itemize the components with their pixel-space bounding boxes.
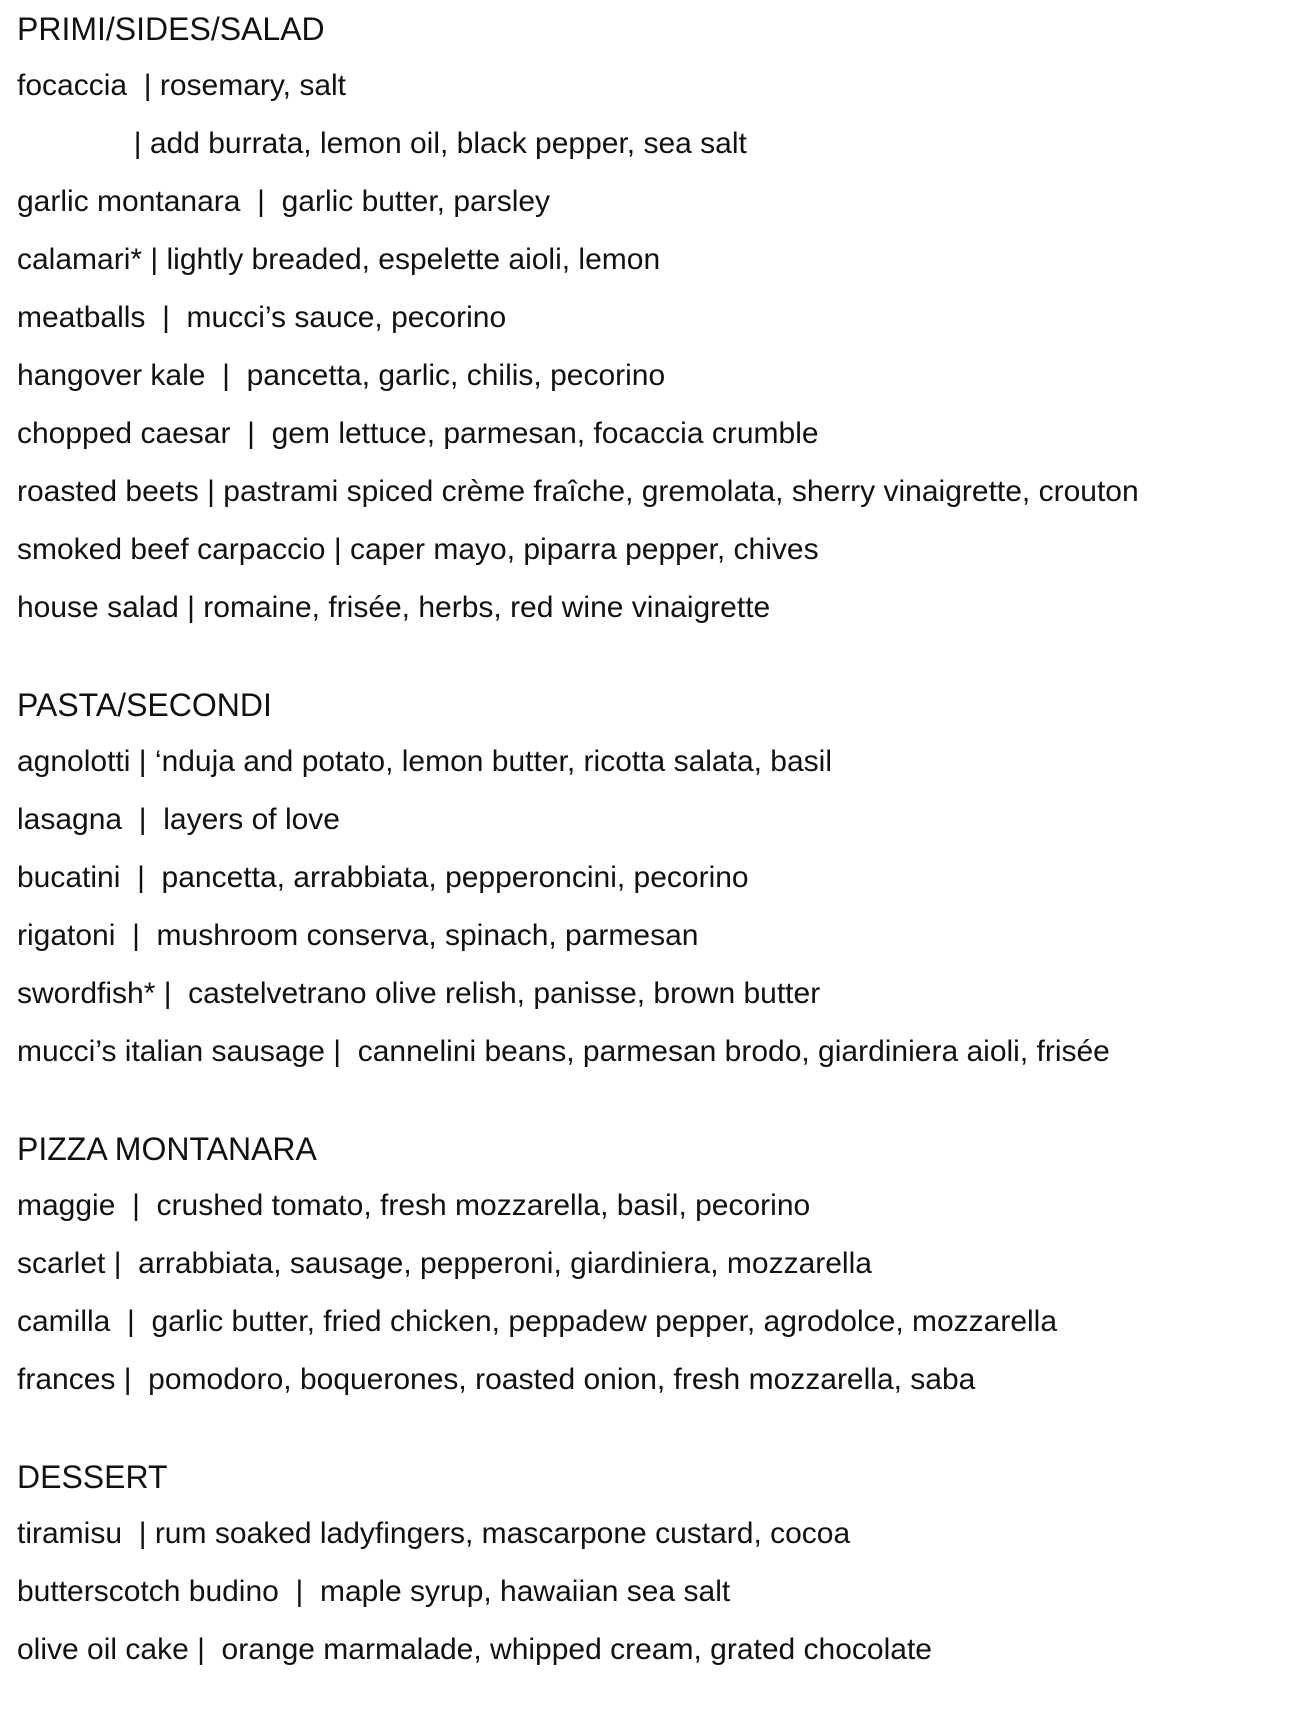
item-name: tiramisu [17,1517,139,1550]
item-separator: | [132,919,140,952]
item-name: olive oil cake [17,1633,198,1666]
item-name: agnolotti [17,745,139,778]
section-title: PASTA/SECONDI [17,687,272,723]
item-separator: | [222,359,230,392]
item-separator: | [187,591,195,624]
item-description: layers of love [146,803,340,836]
menu-item-house-salad [17,589,1287,627]
menu-item-tiramisu [17,1515,1287,1553]
item-separator: | [333,1035,342,1068]
item-name: frances [17,1363,124,1396]
menu-item-butterscotch-budino [17,1573,1287,1611]
item-description: rum soaked ladyfingers, mascarpone custard, cocoa [146,1517,851,1550]
item-name: focaccia [17,69,144,102]
item-description: rosemary, salt [151,69,347,102]
item-description: pancetta, garlic, chilis, pecorino [229,359,666,392]
item-separator: | [333,533,342,566]
item-separator: | [247,417,255,450]
item-separator: | [138,745,147,778]
item-separator: | [133,127,142,160]
item-separator: | [257,185,265,218]
item-description: cannelini beans, parmesan brodo, giardiniera aioli, frisée [341,1035,1110,1068]
item-separator: | [132,1189,140,1222]
menu-item-focaccia-addon [17,125,1287,163]
menu-item-swordfish [17,975,1287,1013]
menu-item-lasagna [17,801,1287,839]
item-separator: | [150,243,159,276]
menu-item-chopped-caesar [17,415,1287,453]
item-separator: | [137,861,145,894]
item-name: lasagna [17,803,139,836]
menu-item-smoked-beef-carpaccio [17,531,1287,569]
item-description: lightly breaded, espelette aioli, lemon [158,243,661,276]
section-title: PIZZA MONTANARA [17,1131,317,1167]
menu-item-frances [17,1361,1287,1399]
item-description: mushroom conserva, spinach, parmesan [139,919,699,952]
item-description: pancetta, arrabbiata, pepperoncini, pecorino [144,861,749,894]
item-separator: | [163,977,172,1010]
item-description: arrabbiata, sausage, pepperoni, giardiniera, mozzarella [121,1247,872,1280]
item-description: garlic butter, parsley [264,185,551,218]
item-description: garlic butter, fried chicken, peppadew pepper, agrodolce, mozzarella [134,1305,1058,1338]
item-description: orange marmalade, whipped cream, grated chocolate [204,1633,932,1666]
menu-document [17,9,1287,1669]
menu-item-olive-oil-cake [17,1631,1287,1669]
item-name: garlic montanara [17,185,258,218]
item-description: mucci’s sauce, pecorino [169,301,507,334]
menu-item-bucatini [17,859,1287,897]
item-name: chopped caesar [17,417,248,450]
item-name: meatballs [17,301,163,334]
item-name: maggie [17,1189,133,1222]
item-description: add burrata, lemon oil, black pepper, sea salt [141,127,747,160]
item-separator: | [113,1247,122,1280]
item-description: maple syrup, hawaiian sea salt [303,1575,731,1608]
item-separator: | [162,301,170,334]
menu-section-pasta-secondi [17,685,1287,1071]
item-name: scarlet [17,1247,114,1280]
item-separator: | [123,1363,132,1396]
item-separator: | [207,475,215,508]
item-separator: | [138,803,147,836]
menu-item-maggie [17,1187,1287,1225]
item-description: castelvetrano olive relish, panisse, brown butter [171,977,821,1010]
item-separator: | [295,1575,304,1608]
item-name: camilla [17,1305,128,1338]
menu-item-muccis-italian-sausage [17,1033,1287,1071]
item-name: calamari* [17,243,151,276]
menu-item-meatballs [17,299,1287,337]
item-description: crushed tomato, fresh mozzarella, basil, pecorino [139,1189,811,1222]
menu-item-focaccia [17,67,1287,105]
menu-section-pizza-montanara [17,1129,1287,1399]
item-name: mucci’s italian sausage [17,1035,334,1068]
item-separator: | [127,1305,135,1338]
menu-item-scarlet [17,1245,1287,1283]
item-description: pomodoro, boquerones, roasted onion, fresh mozzarella, saba [131,1363,976,1396]
item-description: romaine, frisée, herbs, red wine vinaigrette [194,591,771,624]
item-description: gem lettuce, parmesan, focaccia crumble [254,417,819,450]
item-name: rigatoni [17,919,133,952]
section-title: PRIMI/SIDES/SALAD [17,11,325,47]
item-description: caper mayo, piparra pepper, chives [341,533,819,566]
item-name: butterscotch budino [17,1575,296,1608]
menu-item-roasted-beets [17,473,1287,511]
item-name: smoked beef carpaccio [17,533,334,566]
menu-item-hangover-kale [17,357,1287,395]
item-separator: | [143,69,152,102]
item-name: swordfish* [17,977,164,1010]
item-name [17,127,134,160]
menu-section-dessert [17,1457,1287,1669]
item-separator: | [138,1517,147,1550]
item-separator: | [197,1633,205,1666]
menu-section-primi-sides-salad [17,9,1287,627]
item-name: house salad [17,591,188,624]
menu-item-calamari [17,241,1287,279]
item-description: pastrami spiced crème fraîche, gremolata, sherry vinaigrette, crouton [214,475,1139,508]
menu-item-rigatoni [17,917,1287,955]
item-description: ‘nduja and potato, lemon butter, ricotta salata, basil [146,745,832,778]
menu-item-agnolotti [17,743,1287,781]
menu-item-garlic-montanara [17,183,1287,221]
section-title: DESSERT [17,1459,168,1495]
item-name: bucatini [17,861,138,894]
item-name: roasted beets [17,475,208,508]
item-name: hangover kale [17,359,223,392]
menu-item-camilla [17,1303,1287,1341]
